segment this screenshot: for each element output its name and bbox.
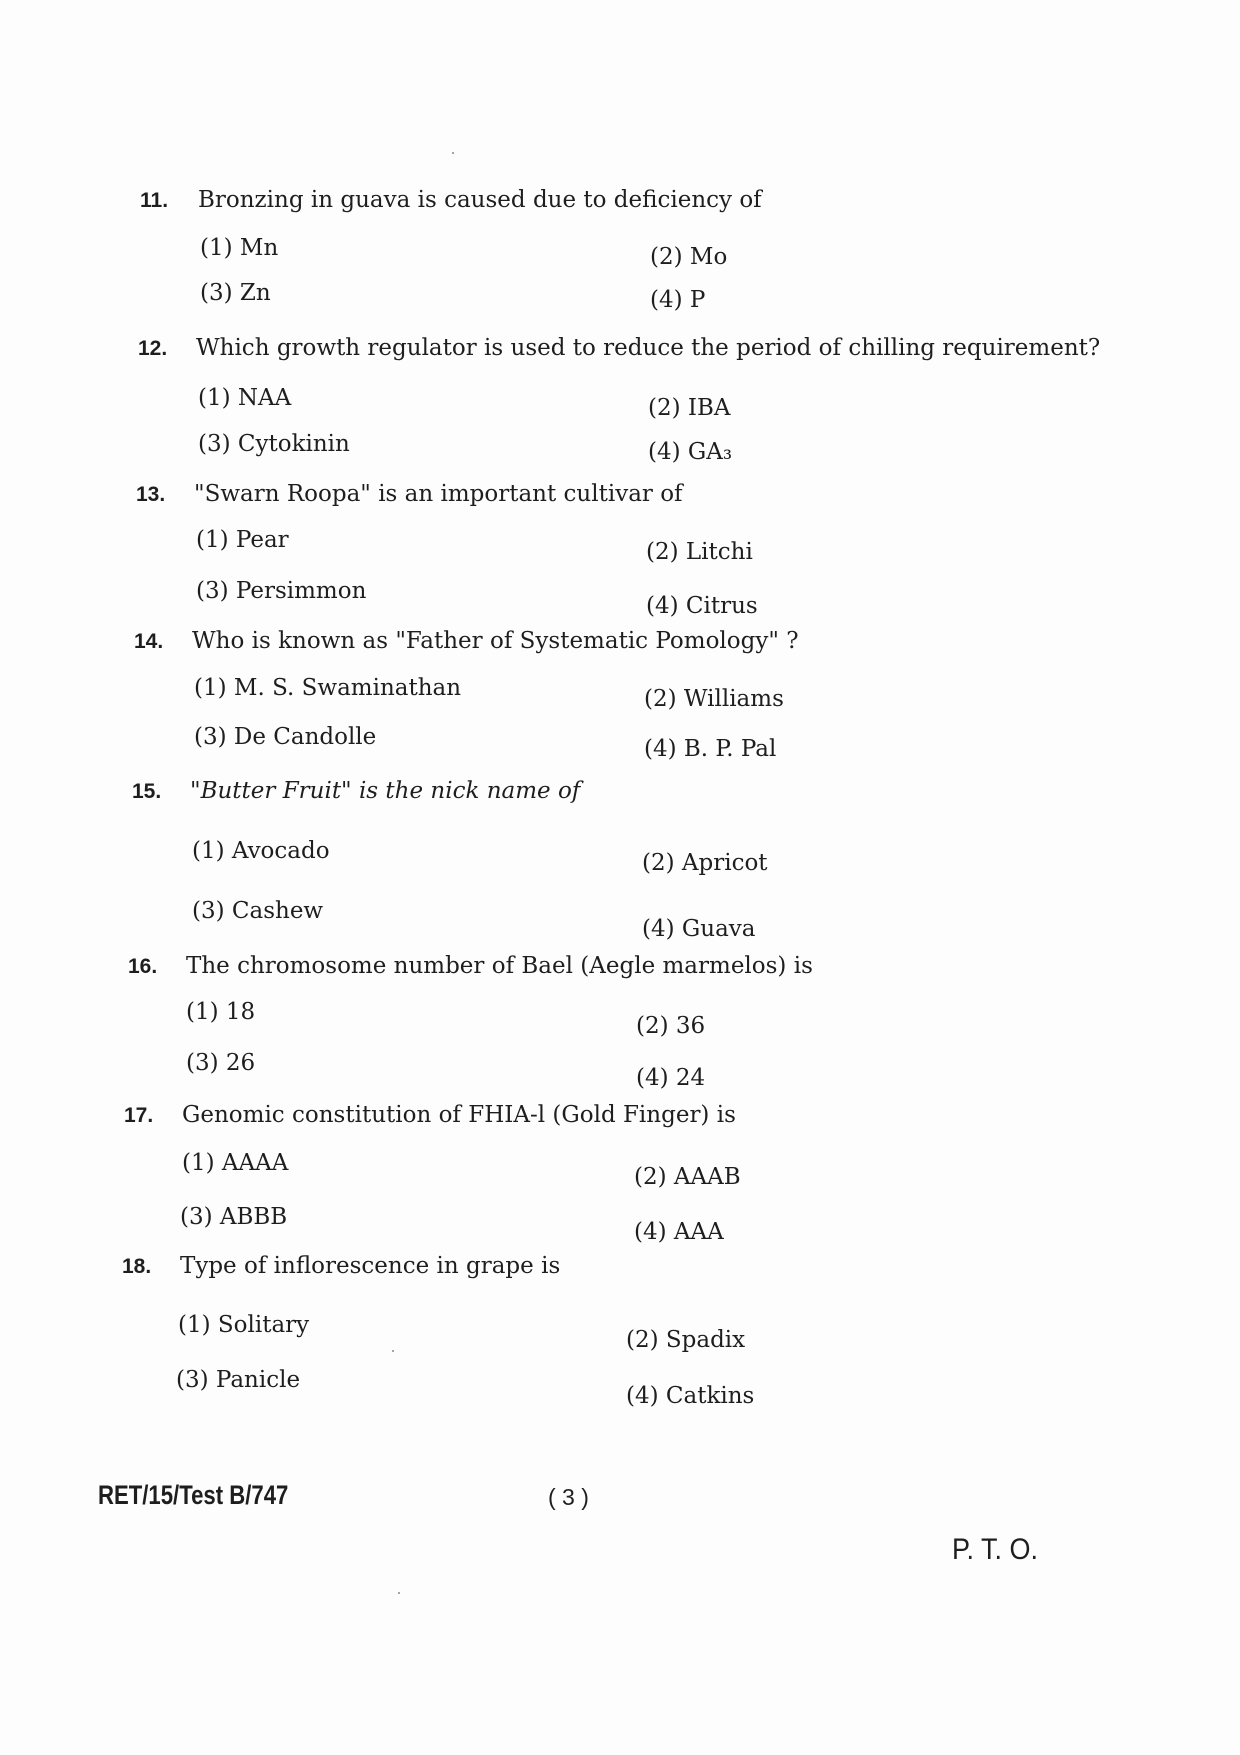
option-4: (4) P (650, 287, 706, 313)
option-1: (1) Avocado (192, 838, 330, 864)
option-4: (4) Guava (642, 916, 756, 942)
scan-speck (392, 1350, 394, 1352)
option-3: (3) Cytokinin (198, 431, 350, 457)
option-3: (3) Panicle (176, 1367, 301, 1393)
scan-speck (452, 152, 454, 154)
question-number: 15. (132, 780, 162, 803)
question-text: Who is known as "Father of Systematic Pomology" ? (192, 628, 799, 654)
option-2: (2) Mo (650, 244, 728, 270)
option-3: (3) ABBB (180, 1204, 288, 1230)
question-number: 14. (134, 630, 164, 653)
option-1: (1) Pear (196, 527, 289, 553)
scan-speck (398, 1592, 400, 1594)
option-1: (1) Mn (200, 235, 279, 261)
question-text: "Swarn Roopa" is an important cultivar of (194, 481, 683, 507)
question-text: The chromosome number of Bael (Aegle marmelos) is (186, 953, 813, 979)
option-3: (3) Zn (200, 280, 271, 306)
option-2: (2) AAAB (634, 1164, 741, 1190)
question-number: 18. (122, 1255, 152, 1278)
option-1: (1) AAAA (182, 1150, 289, 1176)
option-2: (2) Spadix (626, 1327, 746, 1353)
option-4: (4) GA₃ (648, 439, 733, 465)
question-text: "Butter Fruit" is the nick name of (190, 778, 581, 804)
question-text: Genomic constitution of FHIA-l (Gold Finger) is (182, 1102, 736, 1128)
option-2: (2) Apricot (642, 850, 768, 876)
option-3: (3) Cashew (192, 898, 324, 924)
please-turn-over: P. T. O. (952, 1533, 1039, 1566)
question-number: 12. (138, 337, 168, 360)
option-1: (1) M. S. Swaminathan (194, 675, 462, 701)
page-number: ( 3 ) (548, 1484, 589, 1510)
question-number: 17. (124, 1104, 154, 1127)
option-1: (1) Solitary (178, 1312, 310, 1338)
option-4: (4) 24 (636, 1065, 706, 1091)
option-3: (3) Persimmon (196, 578, 367, 604)
question-text: Which growth regulator is used to reduce the period of chilling requirement? (196, 335, 1101, 361)
option-2: (2) IBA (648, 395, 731, 421)
question-number: 13. (136, 483, 166, 506)
option-4: (4) AAA (634, 1219, 724, 1245)
option-2: (2) 36 (636, 1013, 706, 1039)
option-1: (1) 18 (186, 999, 256, 1025)
option-2: (2) Litchi (646, 539, 753, 565)
question-number: 16. (128, 955, 158, 978)
option-4: (4) Catkins (626, 1383, 755, 1409)
option-1: (1) NAA (198, 385, 292, 411)
test-code: RET/15/Test B/747 (98, 1480, 289, 1510)
option-4: (4) Citrus (646, 593, 758, 619)
question-text: Bronzing in guava is caused due to deficiency of (198, 187, 762, 213)
option-3: (3) 26 (186, 1050, 256, 1076)
question-text: Type of inflorescence in grape is (180, 1253, 561, 1279)
question-number: 11. (140, 189, 169, 212)
option-4: (4) B. P. Pal (644, 736, 777, 762)
option-2: (2) Williams (644, 686, 784, 712)
option-3: (3) De Candolle (194, 724, 377, 750)
